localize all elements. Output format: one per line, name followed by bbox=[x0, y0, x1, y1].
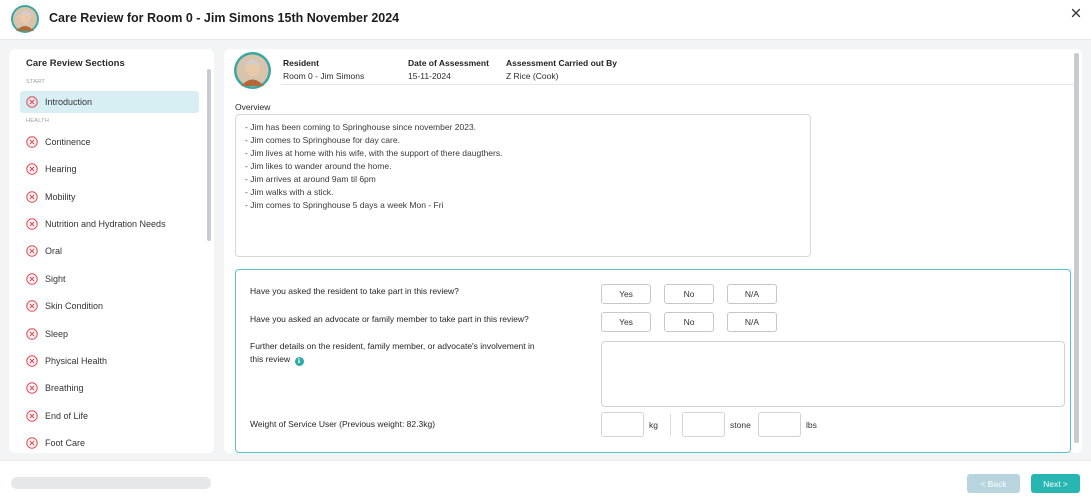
sidebar-item-label: Continence bbox=[45, 137, 91, 147]
x-circle-icon bbox=[26, 96, 38, 108]
sidebar-item-label: Physical Health bbox=[45, 356, 108, 366]
x-circle-icon bbox=[26, 328, 38, 340]
close-icon[interactable] bbox=[1068, 5, 1084, 21]
question-further-details bbox=[250, 340, 590, 366]
question-advocate-involved: Have you asked an advocate or family member to take part in this review? bbox=[250, 314, 529, 324]
sidebar-item-label: Sight bbox=[45, 274, 66, 284]
q2-yes-button[interactable]: Yes bbox=[601, 312, 651, 332]
sidebar-item-label: Nutrition and Hydration Needs bbox=[45, 219, 166, 229]
sidebar-item-breathing[interactable] bbox=[20, 377, 199, 399]
x-circle-icon bbox=[26, 273, 38, 285]
unit-lbs: lbs bbox=[806, 420, 817, 430]
review-panel bbox=[224, 49, 1082, 453]
overview-line: - Jim likes to wander around the home. bbox=[245, 161, 392, 171]
sidebar-item-sleep[interactable] bbox=[20, 323, 199, 345]
sidebar-item-label: Foot Care bbox=[45, 438, 86, 448]
x-circle-icon bbox=[26, 437, 38, 449]
modal-header bbox=[0, 0, 1091, 40]
resident-value: Room 0 - Jim Simons bbox=[283, 71, 365, 81]
sidebar-item-continence[interactable] bbox=[20, 131, 199, 153]
sidebar-item-label: Sleep bbox=[45, 329, 69, 339]
q2-no-button[interactable]: No bbox=[664, 312, 714, 332]
weight-kg-input[interactable] bbox=[601, 412, 644, 437]
overview-line: - Jim comes to Springhouse for day care. bbox=[245, 135, 400, 145]
question-further-details-line2: this review bbox=[250, 354, 291, 364]
modal-footer bbox=[0, 460, 1091, 504]
sidebar-item-label: Skin Condition bbox=[45, 301, 104, 311]
sidebar-item-label: End of Life bbox=[45, 411, 89, 421]
group-label-start: START bbox=[26, 79, 46, 85]
overview-textarea[interactable] bbox=[235, 114, 811, 257]
sidebar-item-mobility[interactable] bbox=[20, 186, 199, 208]
x-circle-icon bbox=[26, 191, 38, 203]
sidebar-item-skin-condition[interactable] bbox=[20, 295, 199, 317]
x-circle-icon bbox=[26, 355, 38, 367]
sidebar-item-introduction[interactable] bbox=[20, 91, 199, 113]
q1-yes-button[interactable]: Yes bbox=[601, 284, 651, 304]
x-circle-icon bbox=[26, 410, 38, 422]
question-weight: Weight of Service User (Previous weight: 82.3kg) bbox=[250, 419, 436, 429]
overview-line: - Jim lives at home with his wife, with the support of there daugthers. bbox=[245, 148, 503, 158]
sidebar-item-end-of-life[interactable] bbox=[20, 405, 199, 427]
weight-divider bbox=[670, 414, 671, 436]
x-circle-icon bbox=[26, 300, 38, 312]
x-circle-icon bbox=[26, 163, 38, 175]
page-title: Care Review for Room 0 - Jim Simons 15th November 2024 bbox=[49, 11, 400, 25]
resident-avatar bbox=[234, 52, 271, 89]
sidebar-item-physical-health[interactable] bbox=[20, 350, 199, 372]
x-circle-icon bbox=[26, 218, 38, 230]
x-circle-icon bbox=[26, 136, 38, 148]
info-icon[interactable]: i bbox=[295, 357, 304, 366]
next-button[interactable]: Next > bbox=[1031, 474, 1080, 493]
date-value: 15-11-2024 bbox=[408, 71, 451, 81]
overview-line: - Jim has been coming to Springhouse since november 2023. bbox=[245, 122, 477, 132]
sidebar-item-label: Oral bbox=[45, 246, 63, 256]
involvement-questions bbox=[235, 269, 1071, 453]
x-circle-icon bbox=[26, 245, 38, 257]
sidebar-item-label: Introduction bbox=[45, 97, 93, 107]
unit-kg: kg bbox=[649, 420, 658, 430]
main-scrollbar[interactable] bbox=[1074, 53, 1079, 443]
x-circle-icon bbox=[26, 382, 38, 394]
sidebar-item-sight[interactable] bbox=[20, 268, 199, 290]
q1-na-button[interactable]: N/A bbox=[727, 284, 777, 304]
q1-no-button[interactable]: No bbox=[664, 284, 714, 304]
date-label: Date of Assessment bbox=[408, 58, 489, 68]
sidebar-item-foot-care[interactable] bbox=[20, 432, 199, 453]
weight-stone-input[interactable] bbox=[682, 412, 725, 437]
sidebar-item-label: Mobility bbox=[45, 192, 76, 202]
assessor-value: Z Rice (Cook) bbox=[506, 71, 559, 81]
question-resident-involved: Have you asked the resident to take part in this review? bbox=[250, 286, 459, 296]
progress-bar bbox=[11, 477, 211, 489]
group-label-health: HEALTH bbox=[26, 118, 50, 124]
sidebar-item-oral[interactable] bbox=[20, 240, 199, 262]
sidebar-item-hearing[interactable] bbox=[20, 158, 199, 180]
back-button[interactable]: < Back bbox=[967, 474, 1020, 493]
sidebar-item-nutrition-and-hydration-needs[interactable] bbox=[20, 213, 199, 235]
overview-line: - Jim comes to Springhouse 5 days a week Mon - Fri bbox=[245, 200, 444, 210]
overview-label: Overview bbox=[235, 102, 271, 112]
assessor-label: Assessment Carried out By bbox=[506, 58, 618, 68]
further-details-textarea[interactable] bbox=[601, 341, 1065, 407]
weight-lbs-input[interactable] bbox=[758, 412, 801, 437]
sidebar-scrollbar[interactable] bbox=[207, 69, 211, 241]
sidebar-heading: Care Review Sections bbox=[26, 58, 125, 69]
overview-line: - Jim arrives at around 9am til 6pm bbox=[245, 174, 376, 184]
sidebar-item-label: Hearing bbox=[45, 164, 77, 174]
resident-label: Resident bbox=[283, 58, 319, 68]
sections-sidebar bbox=[9, 49, 214, 453]
resident-avatar bbox=[11, 5, 39, 33]
unit-stone: stone bbox=[730, 420, 751, 430]
question-further-details-line1: Further details on the resident, family member, or advocate's involvement in bbox=[250, 341, 535, 351]
divider bbox=[281, 84, 1075, 85]
overview-line: - Jim walks with a stick. bbox=[245, 187, 334, 197]
sidebar-item-label: Breathing bbox=[45, 383, 84, 393]
q2-na-button[interactable]: N/A bbox=[727, 312, 777, 332]
